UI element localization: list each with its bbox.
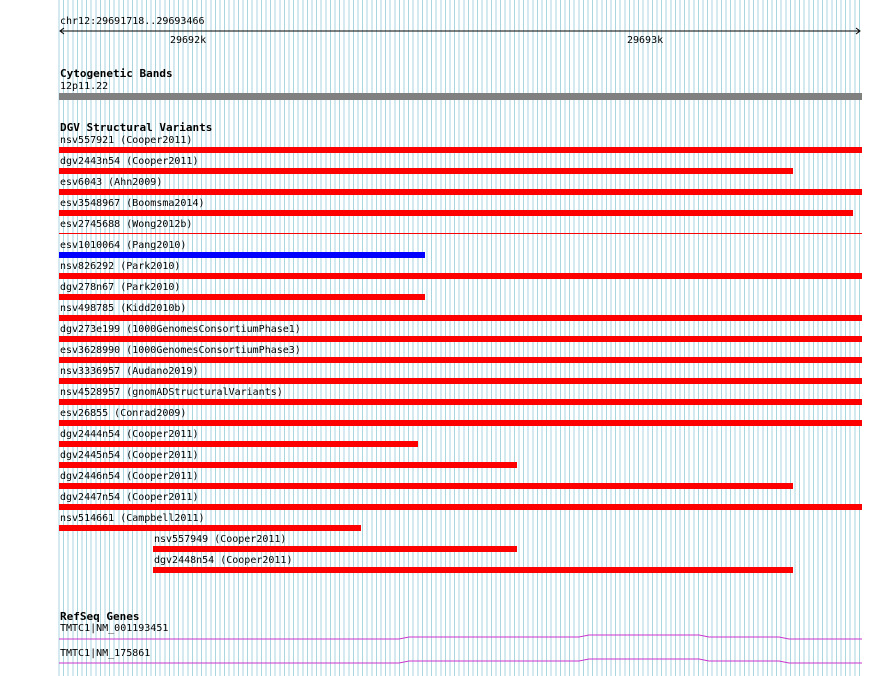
variant-label[interactable]: esv2745688 (Wong2012b)	[60, 219, 193, 230]
variant-label[interactable]: dgv2448n54 (Cooper2011)	[154, 555, 293, 566]
variant-label[interactable]: esv1010064 (Pang2010)	[60, 240, 187, 251]
variant-bar[interactable]	[59, 147, 862, 153]
variant-bar[interactable]	[59, 378, 862, 384]
ruler-range-label: chr12:29691718..29693466	[60, 16, 205, 27]
variant-label[interactable]: dgv2445n54 (Cooper2011)	[60, 450, 199, 461]
variant-label[interactable]: nsv4528957 (gnomADStructuralVariants)	[60, 387, 283, 398]
ruler-tick-label: 29693k	[627, 35, 664, 46]
variant-bar[interactable]	[59, 252, 425, 258]
variant-label[interactable]: dgv278n67 (Park2010)	[60, 282, 181, 293]
variant-label[interactable]: nsv514661 (Campbell2011)	[60, 513, 205, 524]
variant-label[interactable]: dgv2444n54 (Cooper2011)	[60, 429, 199, 440]
variant-label[interactable]: dgv2447n54 (Cooper2011)	[60, 492, 199, 503]
variant-label[interactable]: nsv557949 (Cooper2011)	[154, 534, 287, 545]
variant-label[interactable]: esv6043 (Ahn2009)	[60, 177, 163, 188]
variant-label[interactable]: nsv557921 (Cooper2011)	[60, 135, 193, 146]
variant-label[interactable]: esv3548967 (Boomsma2014)	[60, 198, 205, 209]
variant-label[interactable]: dgv2446n54 (Cooper2011)	[60, 471, 199, 482]
gene-label[interactable]: TMTC1|NM_175861	[60, 648, 151, 659]
variant-bar[interactable]	[59, 189, 862, 195]
variant-bar[interactable]	[59, 441, 418, 447]
cytoband-track-title: Cytogenetic Bands	[60, 67, 173, 80]
refseq-track-title: RefSeq Genes	[60, 610, 140, 623]
gene-model[interactable]	[59, 657, 862, 665]
variant-bar[interactable]	[59, 168, 793, 174]
variant-bar[interactable]	[59, 294, 425, 300]
gene-label[interactable]: TMTC1|NM_001193451	[60, 623, 169, 634]
variant-bar[interactable]	[59, 420, 862, 426]
ruler-tick-label: 29692k	[170, 35, 207, 46]
variant-label[interactable]: nsv498785 (Kidd2010b)	[60, 303, 187, 314]
variant-bar[interactable]	[153, 567, 793, 573]
variant-bar[interactable]	[153, 546, 517, 552]
variant-label[interactable]: esv26855 (Conrad2009)	[60, 408, 187, 419]
variant-label[interactable]: dgv273e199 (1000GenomesConsortiumPhase1)	[60, 324, 301, 335]
variant-label[interactable]: nsv826292 (Park2010)	[60, 261, 181, 272]
variant-label[interactable]: nsv3336957 (Audano2019)	[60, 366, 199, 377]
variant-bar[interactable]	[59, 357, 862, 363]
variant-bar[interactable]	[59, 504, 862, 510]
variant-bar[interactable]	[59, 525, 361, 531]
cytoband-bar[interactable]	[59, 93, 862, 100]
variant-bar[interactable]	[59, 399, 862, 405]
variant-bar[interactable]	[59, 210, 853, 216]
variant-bar[interactable]	[59, 273, 862, 279]
dgv-track-title: DGV Structural Variants	[60, 121, 213, 134]
cytoband-band-label: 12p11.22	[60, 81, 109, 92]
variant-bar[interactable]	[59, 483, 793, 489]
variant-bar[interactable]	[59, 462, 517, 468]
variant-bar[interactable]	[59, 315, 862, 321]
gene-model[interactable]	[59, 633, 862, 641]
variant-label[interactable]: esv3628990 (1000GenomesConsortiumPhase3)	[60, 345, 301, 356]
variant-bar[interactable]	[59, 233, 862, 234]
variant-bar[interactable]	[59, 336, 862, 342]
variant-label[interactable]: dgv2443n54 (Cooper2011)	[60, 156, 199, 167]
